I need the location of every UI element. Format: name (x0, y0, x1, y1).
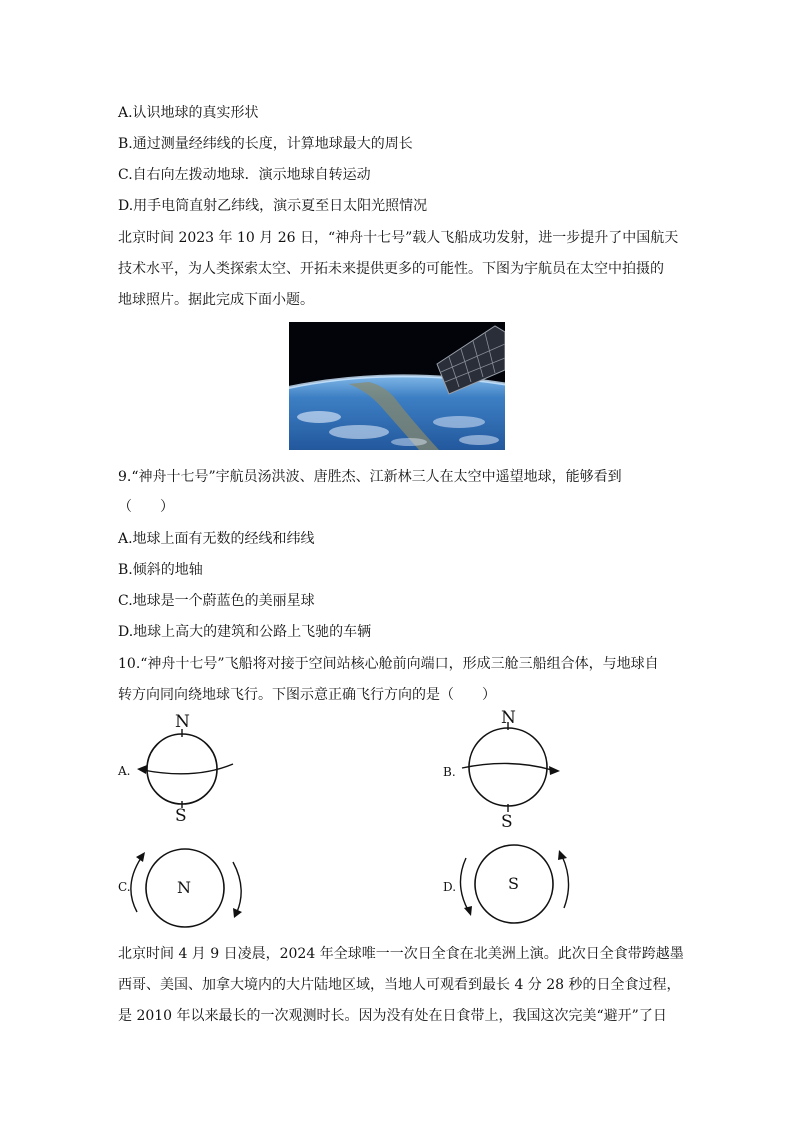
figure-c-center-pole: N (177, 878, 191, 897)
passage1-line-3: 地球照片。据此完成下面小题。 (118, 292, 314, 308)
q9-option-c: C.地球是一个蔚蓝色的美丽星球 (118, 593, 315, 609)
figure-a-south: S (175, 806, 187, 826)
passage1-line-1: 北京时间 2023 年 10 月 26 日，“神舟十七号”载人飞船成功发射，进一步提升了中国航天 (118, 230, 679, 246)
figure-d (440, 838, 580, 933)
figure-c-label: C. (118, 880, 131, 894)
q10-stem-line-1: 10.“神舟十七号”飞船将对接于空间站核心舱前向端口，形成三舱三船组合体，与地球自 (118, 656, 659, 672)
figure-d-label: D. (443, 880, 457, 894)
q8-option-c: C.自右向左拨动地球．演示地球自转运动 (118, 167, 371, 183)
q9-answer-blank: （ ） (118, 499, 174, 515)
passage2-line-3: 是 2010 年以来最长的一次观测时长。因为没有处在日食带上，我国这次完美“避开”了日 (118, 1008, 667, 1024)
earth-photo-drawing (289, 322, 505, 450)
passage2-line-1: 北京时间 4 月 9 日凌晨，2024 年全球唯一一次日全食在北美洲上演。此次日全食带跨越墨 (118, 946, 684, 962)
figure-d-center-pole: S (508, 874, 519, 893)
figure-a (115, 712, 245, 827)
figure-b (440, 708, 575, 833)
q9-option-a: A.地球上面有无数的经线和纬线 (118, 531, 315, 547)
passage1-line-2: 技术水平，为人类探索太空、开拓未来提供更多的可能性。下图为宇航员在太空中拍摄的 (118, 261, 664, 277)
q10-stem-line-2: 转方向同向绕地球飞行。下图示意正确飞行方向的是（ ） (118, 687, 496, 703)
figure-a-label: A. (118, 764, 131, 778)
q8-option-b: B.通过测量经纬线的长度，计算地球最大的周长 (118, 136, 413, 152)
figure-b-north: N (501, 708, 516, 728)
figure-b-south: S (501, 812, 513, 832)
q9-stem: 9.“神舟十七号”宇航员汤洪波、唐胜杰、江新林三人在太空中遥望地球，能够看到 (118, 469, 622, 485)
figure-b-label: B. (443, 765, 456, 779)
q9-option-b: B.倾斜的地轴 (118, 562, 203, 578)
earth-photo (289, 322, 505, 450)
figure-c (115, 842, 250, 932)
q8-option-a: A.认识地球的真实形状 (118, 105, 259, 121)
q8-option-d: D.用手电筒直射乙纬线，演示夏至日太阳光照情况 (118, 198, 428, 214)
passage2-line-2: 西哥、美国、加拿大境内的大片陆地区域，当地人可观看到最长 4 分 28 秒的日全食过程， (118, 977, 681, 993)
figure-a-north: N (175, 712, 190, 732)
q9-option-d: D.地球上高大的建筑和公路上飞驰的车辆 (118, 624, 372, 640)
